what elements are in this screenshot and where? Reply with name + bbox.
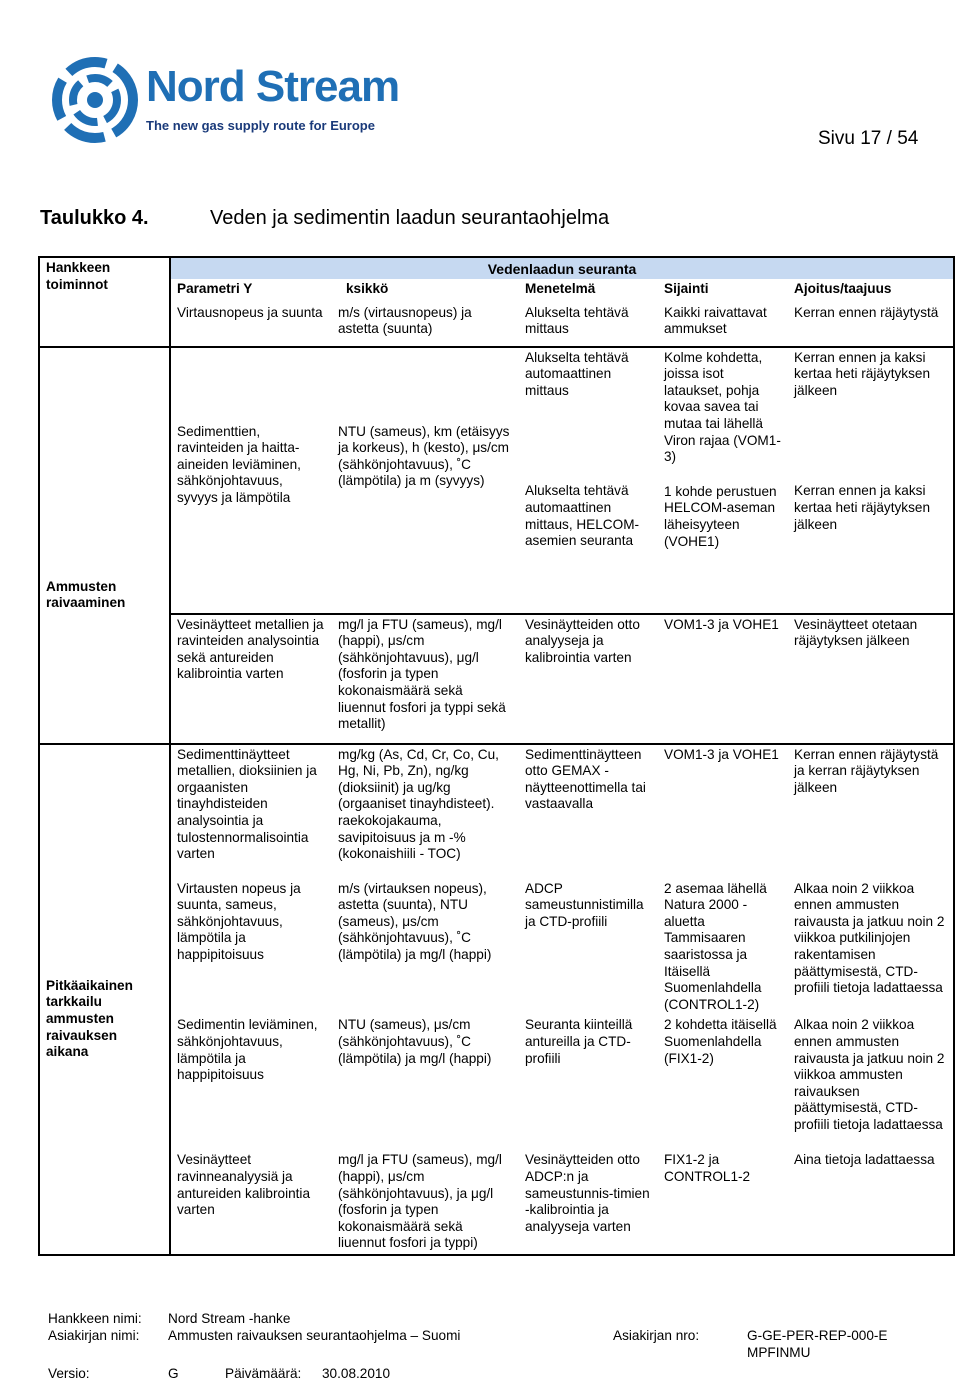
unit-cell: mg/kg (As, Cd, Cr, Co, Cu, Hg, Ni, Pb, Zn), ng/kg (dioksiinit) ja ug/kg (orgaaniset tinayhdisteet). raekokojakauma, savipitoisuus ja m -% (kokonaishiili - TOC) (332, 744, 519, 879)
header-location: Sijainti (664, 280, 709, 296)
footer-date-value: 30.08.2010 (322, 1366, 391, 1381)
footer-docno-value: G-GE-PER-REP-000-EMPFINMU (747, 1328, 888, 1360)
footer-project-label: Hankkeen nimi: (48, 1311, 142, 1326)
param-cell: Sedimenttinäytteet metallien, dioksiinien ja orgaanisten tinayhdisteiden analysointia ja tulostennormalisointia varten (170, 744, 332, 879)
section-ammo-clearance-label: Ammusten raivaaminen (46, 578, 126, 611)
location-cell: VOM1-3 ja VOHE1 (658, 744, 788, 879)
timing-cell: Aina tietoja ladattaessa (788, 1150, 954, 1255)
method-cell: Alukselta tehtävä mittaus (525, 304, 629, 337)
method-cell: Seuranta kiinteillä antureilla ja CTD-profiili (525, 1017, 633, 1066)
method-b: Alukselta tehtävä automaattinen mittaus, HELCOM-asemien seuranta (525, 483, 640, 549)
footer-docno-label: Asiakirjan nro: (613, 1328, 700, 1343)
timing-a: Kerran ennen ja kaksi kertaa heti räjäytyksen jälkeen (794, 349, 931, 398)
section-long-term-label: Pitkäaikainen tarkkailu ammusten raivauksen aikana (46, 977, 133, 1060)
location-cell (658, 347, 788, 614)
header-timing: Ajoitus/taajuus (788, 279, 954, 303)
section-long-term-monitoring (39, 744, 170, 1255)
monitoring-table (38, 256, 955, 1256)
footer-doc-value: Ammusten raivauksen seurantaohjelma – Suomi (168, 1328, 461, 1343)
footer-project-value: Nord Stream -hanke (168, 1311, 291, 1326)
header-water-quality: Vedenlaadun seuranta (170, 257, 954, 279)
logo-rings-icon (50, 52, 140, 152)
location-cell: Kaikki raivattavat ammukset (664, 304, 767, 337)
footer-date-label: Päivämäärä: (225, 1366, 302, 1381)
method-cell: Sedimenttinäytteen otto GEMAX -näytteenottimella tai vastaavalla (519, 744, 658, 879)
location-b: 1 kohde perustuen HELCOM-aseman läheisyyteen (VOHE1) (664, 483, 777, 549)
location-cell: FIX1-2 ja CONTROL1-2 (658, 1150, 788, 1255)
unit-cell: NTU (sameus), μs/cm (sähkönjohtavuus), ˚C (lämpötila) ja mg/l (happi) (338, 1017, 492, 1066)
timing-cell (788, 347, 954, 614)
nord-stream-logo (50, 52, 410, 152)
header-activities: Hankkeen toiminnot (39, 257, 170, 347)
param-cell: Sedimentin leviäminen, sähkönjohtavuus, lämpötila ja happipitoisuus (177, 1017, 318, 1083)
unit-cell: mg/l ja FTU (sameus), mg/l (happi), μs/cm (sähkönjohtavuus), ja μg/l (fosforin ja typen kokonaismäärä sekä liuennut fosfori ja typpi) (332, 1150, 519, 1255)
unit-cell: NTU (sameus), km (etäisyys ja korkeus), h (kesto), μs/cm (sähkönjohtavuus), ˚C (lämpötila) ja m (syvyys) (332, 347, 519, 614)
table-label: Taulukko 4. (40, 207, 149, 229)
unit-cell: m/s (virtauksen nopeus), astetta (suunta), NTU (sameus), μs/cm (sähkönjohtavuus), ˚C (lämpötila) ja mg/l (happi) (338, 880, 492, 962)
method-cell: ADCP sameustunnistimilla ja CTD-profiili (525, 880, 644, 929)
timing-cell: Kerran ennen räjäytystä (788, 303, 954, 347)
table-title: Veden ja sedimentin laadun seurantaohjelma (210, 207, 610, 229)
page-number: Sivu 17 / 54 (818, 128, 919, 149)
method-cell (519, 347, 658, 614)
header-method: Menetelmä (525, 280, 596, 296)
timing-cell: Vesinäytteet otetaan räjäytyksen jälkeen (788, 614, 954, 744)
timing-cell: Alkaa noin 2 viikkoa ennen ammusten raivausta ja jatkuu noin 2 viikkoa ammusten raivauksen päättymisestä, CTD-profiili tietoja ladattaessa (788, 1015, 954, 1150)
unit-cell: m/s (virtausnopeus) ja astetta (suunta) (338, 304, 472, 337)
location-cell: 2 kohdetta itäisellä Suomenlahdella (FIX1-2) (664, 1017, 777, 1066)
timing-cell: Kerran ennen räjäytystä ja kerran räjäytyksen jälkeen (788, 744, 954, 879)
param-cell: Vesinäytteet metallien ja ravinteiden analysointia sekä antureiden kalibrointia varten (170, 614, 332, 744)
unit-cell: mg/l ja FTU (sameus), mg/l (happi), μs/cm (sähkönjohtavuus), μg/l (fosforin ja typen kokonaismäärä sekä liuennut fosfori ja typpi sekä metallit) (332, 614, 519, 744)
footer-version-value: G (168, 1366, 179, 1381)
method-cell: Vesinäytteiden otto ADCP:n ja sameustunnis-timien -kalibrointia ja analyyseja varten (519, 1150, 658, 1255)
footer-doc-label: Asiakirjan nimi: (48, 1328, 140, 1343)
section-ammo-clearance (39, 347, 170, 744)
location-cell: VOM1-3 ja VOHE1 (658, 614, 788, 744)
param-cell: Virtausten nopeus ja suunta, sameus, sähkönjohtavuus, lämpötila ja happipitoisuus (177, 880, 301, 962)
location-a: Kolme kohdetta, joissa isot lataukset, pohja kovaa savea tai mutaa tai lähellä Viron rajaa (VOM1-3) (664, 349, 781, 465)
method-a: Alukselta tehtävä automaattinen mittaus (525, 349, 629, 398)
header-parameter: Parametri Y (177, 280, 253, 296)
footer-version-label: Versio: (48, 1366, 90, 1381)
header-unit: ksikkö (346, 280, 389, 296)
method-cell: Vesinäytteiden otto analyyseja ja kalibrointia varten (519, 614, 658, 744)
timing-cell: Alkaa noin 2 viikkoa ennen ammusten raivausta ja jatkuu noin 2 viikkoa putkilinjojen rakentamisen päättymisestä, CTD-profiili tietoja ladattaessa (788, 879, 954, 1016)
location-cell: 2 asemaa lähellä Natura 2000 -aluetta Tammisaaren saaristossa ja Itäisellä Suomenlahdella (CONTROL1-2) (664, 880, 767, 1012)
param-cell: Virtausnopeus ja suunta (177, 304, 323, 320)
param-cell: Vesinäytteet ravinneanalyysiä ja antureiden kalibrointia varten (170, 1150, 332, 1255)
timing-b: Kerran ennen ja kaksi kertaa heti räjäytyksen jälkeen (794, 483, 931, 532)
logo-wordmark: Nord Stream (146, 62, 400, 111)
logo-tagline: The new gas supply route for Europe (146, 118, 375, 133)
param-cell: Sedimenttien, ravinteiden ja haitta-aineiden leviäminen, sähkönjohtavuus, syvyys ja lämpötila (170, 347, 332, 614)
